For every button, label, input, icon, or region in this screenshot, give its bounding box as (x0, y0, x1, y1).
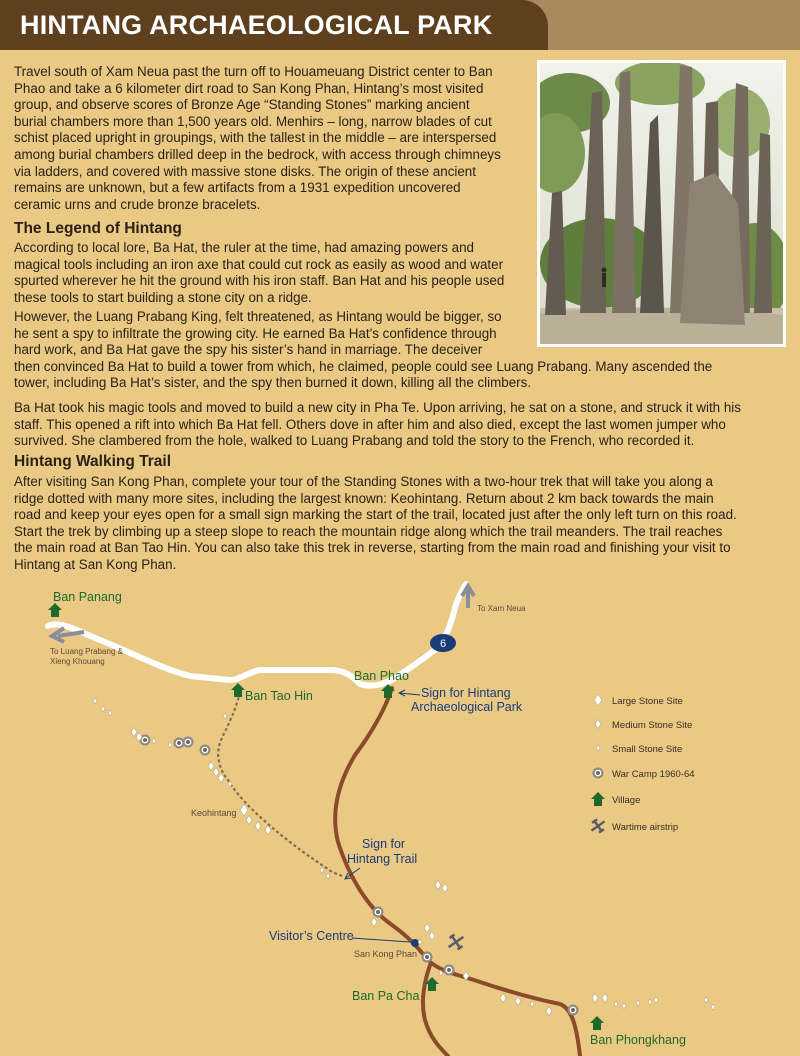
arrow-to-xam-neua (462, 586, 474, 608)
legend-paragraph-3 (14, 400, 794, 450)
text-line: via ladders, and covered with massive stone disks. The origin of these ancient (14, 163, 476, 179)
war-camp-icon (200, 745, 211, 756)
trail-heading: Hintang Walking Trail (14, 453, 172, 470)
text-line: then convinced Ba Hat to build a tower from which, he claimed, people could see Luang Prabang. Many ascended the (14, 358, 713, 374)
airstrip-icon (588, 816, 608, 835)
small-stone-icon (596, 745, 600, 751)
village-icon (591, 792, 605, 806)
legend-label: Large Stone Site (612, 696, 683, 707)
text-line: Ba Hat took his magic tools and moved to build a new city in Pha Te. Upon arriving, he sat on a stone, and struck it with his (14, 400, 741, 415)
dirt-road-branch (423, 965, 448, 1056)
label-sign-park-1: Sign for Hintang (421, 686, 511, 700)
medium-stone-icon (595, 720, 601, 729)
text-line: he sent a spy to infiltrate the growing city. He earned Ba Hat’s confidence through (14, 325, 497, 341)
map-legend (588, 694, 695, 836)
label-to-xam-neua: To Xam Neua (477, 604, 526, 613)
text-line: After visiting San Kong Phan, complete your tour of the Standing Stones with a two-hour trek that will take you along a (14, 474, 713, 489)
village-icon (590, 1016, 604, 1030)
legend-paragraph-1 (14, 240, 544, 306)
label-sign-trail-2: Hintang Trail (347, 852, 418, 866)
trail-paragraph (14, 474, 794, 574)
legend-label: Wartime airstrip (612, 822, 679, 833)
label-san-kong-phan: San Kong Phan (354, 949, 418, 959)
large-stone-icon (594, 694, 602, 706)
village-ban-tao-hin: Ban Tao Hin (245, 689, 313, 703)
village-icon (231, 683, 245, 697)
text-line: tower, including Ba Hat’s sister, and the spy then burned it down, killing all the climbers. (14, 375, 532, 391)
village-icon (48, 603, 62, 617)
airstrip-icon (445, 931, 468, 953)
text-line: Start the trek by climbing up a steep slope to reach the mountain ridge along which the trail meanders. The trail reaches (14, 523, 723, 539)
war-camp-icon (593, 768, 604, 779)
village-ban-panang: Ban Panang (53, 590, 122, 604)
standing-stones-illustration (540, 63, 783, 344)
text-line: spurted wherever he hit the ground with his iron staff. Ban Hat and his people used (14, 273, 505, 289)
text-line: According to local lore, Ba Hat, the ruler at the time, had amazing powers and (14, 240, 474, 255)
text-line: magical tools including an iron axe that could cut rock as easily as wood and water (14, 256, 504, 272)
text-line: these tools to start building a stone city on a ridge. (14, 289, 312, 305)
standing-stones-photo (537, 60, 786, 347)
text-line: ridge dotted with many more sites, including the largest known: Keohintang. Return about 2 km back towards the main (14, 490, 714, 506)
text-line: burial chambers more than 1,500 years old. Menhirs – long, narrow blades of cut (14, 113, 492, 129)
pointer-arrow (399, 690, 420, 696)
text-line: Phao and take a 6 kilometer dirt road to San Kong Phan, Hintang’s most visited (14, 80, 484, 96)
label-visitors-centre: Visitor’s Centre (269, 929, 354, 943)
text-line: remains are unknown, but a few artifacts from a 1931 expedition uncovered (14, 180, 461, 196)
text-line: group, and observe scores of Bronze Age “Standing Stones” marking ancient (14, 97, 470, 113)
legend-label: War Camp 1960-64 (612, 769, 695, 780)
label-keohintang: Keohintang (191, 808, 237, 818)
text-line: staff. This opened a rift into which Ba Hat fell. Others dove in after him and also died, except the last women jumper who (14, 416, 726, 432)
intro-paragraph (14, 64, 534, 213)
pointer-arrow (352, 938, 410, 942)
text-line: among burial chambers drilled deep in the bedrock, with access through chimneys (14, 146, 501, 162)
label-sign-park-2: Archaeological Park (411, 700, 523, 714)
text-line: the main road at Ban Tao Hin. You can also take this trek in reverse, starting from the main road and finishing your visit to (14, 540, 731, 556)
text-line: Travel south of Xam Neua past the turn off to Houameuang District center to Ban (14, 64, 493, 79)
village-ban-pa-cha: Ban Pa Cha (352, 989, 420, 1003)
war-camp-icon (422, 952, 433, 963)
text-line: survived. She clambered from the hole, walked to Luang Prabang and told the story to the French, who recorded it. (14, 433, 695, 449)
route-6-label: 6 (439, 638, 447, 650)
village-ban-phao: Ban Phao (354, 669, 409, 683)
page-title: HINTANG ARCHAEOLOGICAL PARK (0, 0, 548, 50)
label-to-luang-prabang: To Luang Prabang & (50, 647, 123, 656)
text-line: Hintang at San Kong Phan. (14, 556, 177, 572)
war-camp-icon (568, 1005, 579, 1016)
label-sign-trail-1: Sign for (362, 837, 406, 851)
legend-heading: The Legend of Hintang (14, 220, 182, 237)
legend-label: Medium Stone Site (612, 720, 693, 731)
text-line: hard work, and Ba Hat gave the spy his sister’s hand in marriage. The deceiver (14, 342, 483, 358)
label-xieng-khouang: Xieng Khouang (50, 657, 105, 666)
text-line: However, the Luang Prabang King, felt threatened, as Hintang would be bigger, so (14, 309, 502, 324)
legend-label: Village (612, 795, 641, 806)
text-line: road and keep your eyes open for a small sign marking the start of the trail, located just after the only left turn on this road. (14, 507, 737, 523)
war-camp-icon (183, 737, 194, 748)
legend-paragraph-2 (14, 309, 794, 392)
war-camp-icon (373, 907, 384, 918)
legend-label: Small Stone Site (612, 744, 683, 755)
war-camp-icon (444, 965, 455, 976)
text-line: ceramic urns and crude bronze bracelets. (14, 196, 261, 212)
hintang-map (0, 580, 800, 1056)
village-ban-phongkhang: Ban Phongkhang (590, 1033, 686, 1047)
text-line: schist placed upright in groupings, with the tallest in the middle – are interspersed (14, 130, 497, 146)
visitors-centre-marker (411, 939, 419, 947)
walking-trail (218, 692, 342, 876)
